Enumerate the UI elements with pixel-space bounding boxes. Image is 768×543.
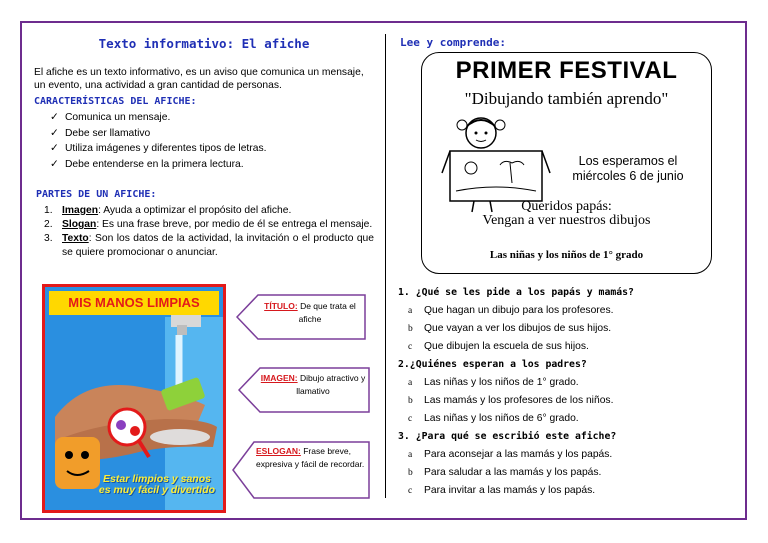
checkmark-icon: ✓: [50, 127, 59, 139]
list-item: 2. Slogan: Es una frase breve, por medio de él se entrega el mensaje.: [44, 219, 373, 230]
question-1: 1. ¿Qué se les pide a los papás y mamás?: [398, 287, 634, 298]
column-divider: [385, 34, 386, 498]
festival-subtitle: "Dibujando también aprendo": [464, 89, 669, 108]
poster-slogan: Estar limpios y sanos es muy fácil y divertido: [98, 473, 216, 496]
intro-paragraph: El afiche es un texto informativo, es un aviso que comunica un mensaje, un evento, una actividad a gran cantidad de personas.: [34, 67, 364, 91]
callout-title: TÍTULO: De que trata el afiche: [236, 294, 366, 340]
festival-date-info: Los esperamos el miércoles 6 de junio: [572, 154, 684, 183]
poster-title: MIS MANOS LIMPIAS: [49, 291, 219, 315]
festival-title: PRIMER FESTIVAL: [455, 57, 678, 84]
answer-option[interactable]: c Que dibujen la escuela de sus hijos.: [408, 341, 589, 352]
answer-option[interactable]: c Las niñas y los niños de 6° grado.: [408, 413, 579, 424]
answer-option[interactable]: a Las niñas y los niños de 1° grado.: [408, 377, 579, 388]
question-2: 2.¿Quiénes esperan a los padres?: [398, 359, 587, 370]
child-holding-drawing-illustration: [436, 113, 556, 213]
question-3: 3. ¿Para qué se escribió este afiche?: [398, 431, 617, 442]
callout-image: IMAGEN: Dibujo atractivo y llamativo: [238, 367, 370, 413]
characteristics-heading: CARACTERÍSTICAS DEL AFICHE:: [34, 96, 197, 107]
answer-option[interactable]: b Las mamás y los profesores de los niños.: [408, 395, 614, 406]
list-item: ✓ Comunica un mensaje.: [50, 110, 266, 126]
parts-heading: PARTES DE UN AFICHE:: [36, 189, 157, 200]
festival-greeting: Queridos papás:: [521, 199, 612, 214]
parts-list: [44, 204, 374, 260]
list-item: ✓ Debe entenderse en la primera lectura.: [50, 157, 266, 173]
answer-option[interactable]: c Para invitar a las mamás y los papás.: [408, 485, 596, 496]
callout-slogan: ESLOGAN: Frase breve, expresiva y fácil de recordar.: [232, 441, 370, 499]
list-item: 1. Imagen: Ayuda a optimizar el propósito del afiche.: [44, 205, 292, 216]
characteristics-list: [50, 110, 266, 172]
list-item: ✓ Debe ser llamativo: [50, 126, 266, 142]
questions-section: [398, 284, 738, 500]
checkmark-icon: ✓: [50, 143, 59, 154]
list-item: 3. Texto: Son los datos de la actividad, la invitación o el producto que se quiere promocionar o anunciar.: [44, 233, 374, 258]
festival-poster: [421, 52, 712, 274]
checkmark-icon: ✓: [50, 158, 59, 170]
festival-signature: Las niñas y los niños de 1° grado: [489, 249, 644, 261]
answer-option[interactable]: a Para aconsejar a las mamás y los papás.: [408, 449, 613, 460]
list-item: ✓ Utiliza imágenes y diferentes tipos de letras.: [50, 141, 266, 157]
checkmark-icon: ✓: [50, 112, 59, 123]
answer-option[interactable]: a Que hagan un dibujo para los profesores.: [408, 305, 614, 316]
page-title: Texto informativo: El afiche: [98, 36, 310, 51]
answer-option[interactable]: b Que vayan a ver los dibujos de sus hijos.: [408, 323, 612, 334]
example-poster: [42, 284, 226, 513]
answer-option[interactable]: b Para saludar a las mamás y los papás.: [408, 467, 602, 478]
festival-invitation: Vengan a ver nuestros dibujos: [482, 213, 651, 228]
section-heading: Lee y comprende:: [400, 36, 506, 49]
